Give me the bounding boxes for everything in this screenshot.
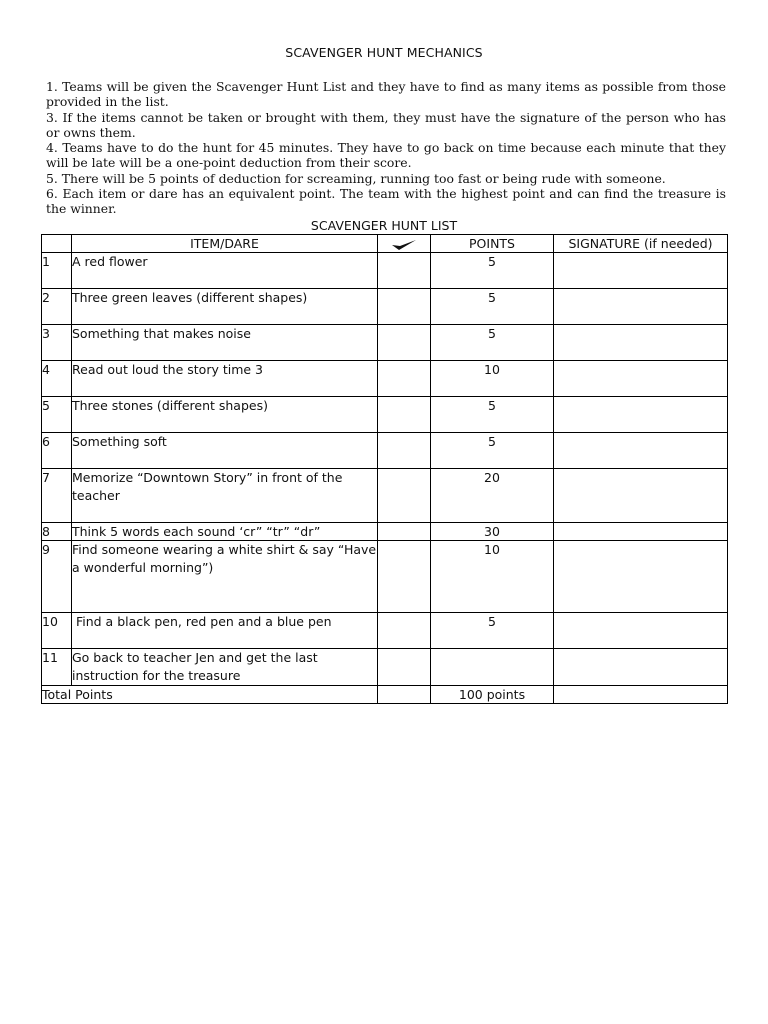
row-points: 5 [431,253,554,289]
row-number: 2 [42,289,72,325]
total-points: 100 points [431,686,554,704]
row-check-cell[interactable] [378,361,431,397]
row-points: 10 [431,541,554,613]
list-title: SCAVENGER HUNT LIST [310,218,458,233]
row-check-cell[interactable] [378,325,431,361]
row-signature-cell[interactable] [554,433,728,469]
row-item: Three green leaves (different shapes) [72,289,378,325]
table-row [42,325,728,361]
table-row [42,361,728,397]
header-item: ITEM/DARE [72,235,378,253]
row-check-cell[interactable] [378,613,431,649]
row-number: 4 [42,361,72,397]
row-signature-cell[interactable] [554,613,728,649]
table-row [42,253,728,289]
row-number: 6 [42,433,72,469]
row-points [431,649,554,686]
row-number: 1 [42,253,72,289]
row-points: 5 [431,397,554,433]
row-item: Go back to teacher Jen and get the last instruction for the treasure [72,649,378,686]
table-row [42,649,728,686]
row-points: 5 [431,433,554,469]
row-item: Think 5 words each sound ‘cr” “tr” “dr” [72,523,378,541]
document-title: SCAVENGER HUNT MECHANICS [285,45,483,60]
table-row [42,541,728,613]
row-item: A red flower [72,253,378,289]
row-points: 5 [431,289,554,325]
row-check-cell[interactable] [378,289,431,325]
row-check-cell[interactable] [378,469,431,523]
table-total-row [42,686,728,704]
row-points: 30 [431,523,554,541]
row-signature-cell[interactable] [554,541,728,613]
scavenger-hunt-table [41,234,728,704]
row-check-cell[interactable] [378,253,431,289]
row-item: Three stones (different shapes) [72,397,378,433]
row-points: 5 [431,613,554,649]
mechanics-rule: 3. If the items cannot be taken or brought with them, they must have the signature of the person who has or owns them. [46,109,726,140]
row-points: 10 [431,361,554,397]
row-check-cell[interactable] [378,523,431,541]
table-row [42,613,728,649]
row-signature-cell[interactable] [554,469,728,523]
header-signature: SIGNATURE (if needed) [554,235,728,253]
row-check-cell[interactable] [378,397,431,433]
total-label: Total Points [42,686,378,704]
row-check-cell[interactable] [378,433,431,469]
row-item: Find someone wearing a white shirt & say “Have a wonderful morning”) [72,541,378,613]
row-item: Something soft [72,433,378,469]
table-header-row [42,235,728,253]
row-number: 10 [42,613,72,649]
row-number: 7 [42,469,72,523]
row-item: Memorize “Downtown Story” in front of the teacher [72,469,378,523]
row-signature-cell[interactable] [554,397,728,433]
row-check-cell[interactable] [378,649,431,686]
table-row [42,397,728,433]
row-signature-cell[interactable] [554,325,728,361]
header-points: POINTS [431,235,554,253]
row-signature-cell[interactable] [554,253,728,289]
mechanics-list [46,79,726,217]
total-signature-cell [554,686,728,704]
row-number: 5 [42,397,72,433]
row-number: 8 [42,523,72,541]
mechanics-rule: 6. Each item or dare has an equivalent point. The team with the highest point and can find the treasure is the winner. [46,186,726,217]
row-signature-cell[interactable] [554,361,728,397]
header-check [378,235,431,253]
mechanics-rule: 1. Teams will be given the Scavenger Hunt List and they have to find as many items as possible from those provided in the list. [46,79,726,110]
mechanics-rule: 5. There will be 5 points of deduction for screaming, running too fast or being rude with someone. [46,170,666,186]
check-mark-icon [390,238,418,252]
row-number: 9 [42,541,72,613]
row-points: 20 [431,469,554,523]
mechanics-rule: 4. Teams have to do the hunt for 45 minutes. They have to go back on time because each minute that they will be late will be a one-point deduction from their score. [46,140,726,171]
row-item: Read out loud the story time 3 [72,361,378,397]
row-signature-cell[interactable] [554,523,728,541]
row-number: 3 [42,325,72,361]
row-number: 11 [42,649,72,686]
table-row [42,433,728,469]
row-check-cell[interactable] [378,541,431,613]
row-points: 5 [431,325,554,361]
table-row [42,289,728,325]
table-row [42,523,728,541]
total-check-cell [378,686,431,704]
row-item: Something that makes noise [72,325,378,361]
table-row [42,469,728,523]
row-item: Find a black pen, red pen and a blue pen [72,613,378,649]
header-number [42,235,72,253]
row-signature-cell[interactable] [554,649,728,686]
row-signature-cell[interactable] [554,289,728,325]
